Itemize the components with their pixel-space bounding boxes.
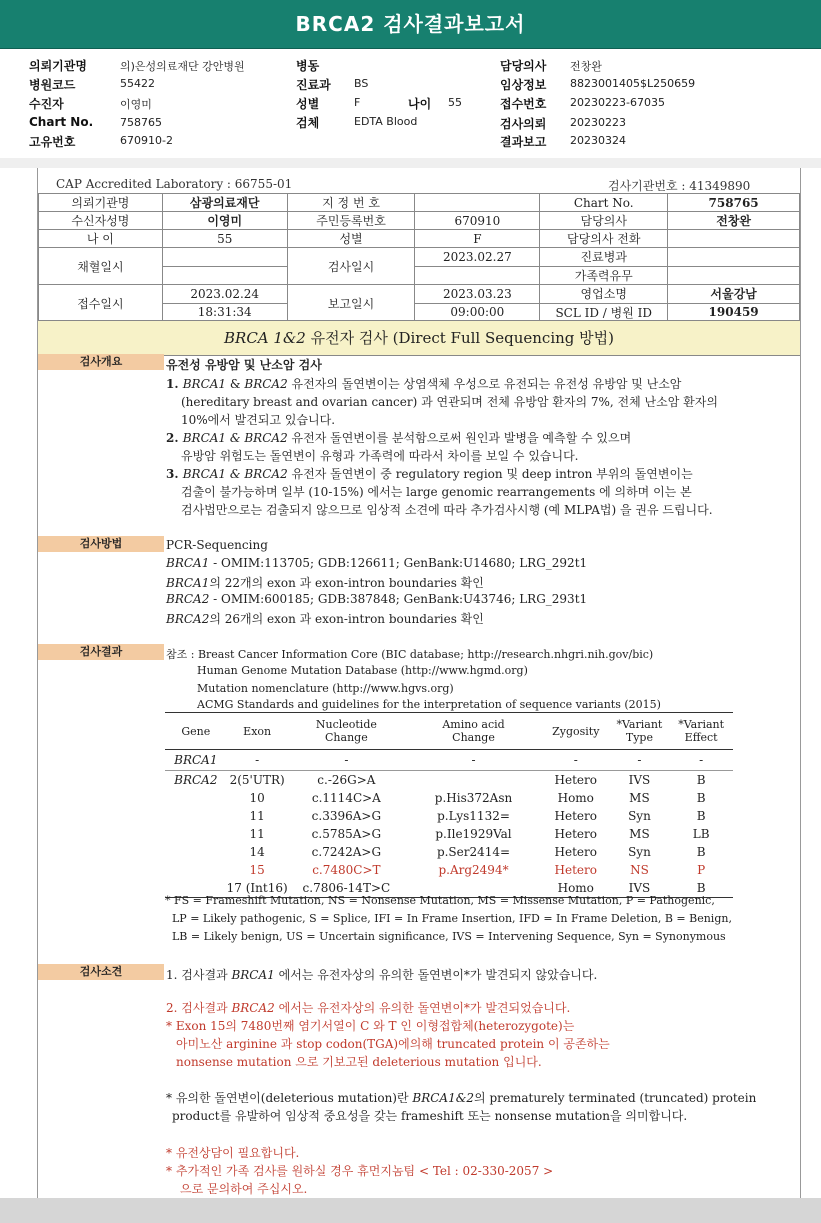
clinical-label: 임상정보 bbox=[500, 78, 547, 92]
header-zygosity: Zygosity bbox=[552, 724, 600, 738]
mutation-cell-nuc: - bbox=[288, 750, 405, 771]
info-cell: 전창완 bbox=[668, 212, 800, 230]
cap-accreditation: CAP Accredited Laboratory : 66755-01 bbox=[56, 177, 293, 191]
report-date-label: 결과보고 bbox=[500, 135, 547, 149]
clinical-value: 8823001405$L250659 bbox=[570, 77, 696, 90]
patient-info-table bbox=[38, 193, 800, 322]
test-name-band bbox=[38, 320, 800, 356]
method-line bbox=[166, 592, 587, 606]
mutation-cell-nuc: c.7242A>G bbox=[311, 845, 382, 859]
table-row bbox=[165, 843, 733, 861]
info-cell: 수신자성명 bbox=[39, 212, 163, 230]
sex-label: 성별 bbox=[296, 97, 320, 111]
gene-name: BRCA1 bbox=[166, 556, 210, 570]
text: 의 22개의 exon 과 exon-intron boundaries 확인 bbox=[209, 576, 484, 590]
sex-value: F bbox=[354, 96, 361, 109]
gene-name: BRCA1 bbox=[231, 968, 275, 982]
mutation-cell-nuc: c.3396A>G bbox=[311, 809, 382, 823]
gene-name: BRCA1 bbox=[182, 377, 227, 391]
header-line: Change bbox=[452, 731, 495, 744]
info-cell: SCL ID / 병원 ID bbox=[540, 303, 668, 322]
recipient-value: 이영미 bbox=[120, 98, 152, 111]
mutation-cell-gene bbox=[165, 789, 227, 807]
mutation-cell-gene bbox=[165, 825, 227, 843]
table-row bbox=[165, 861, 733, 879]
header-line: Nucleotide bbox=[315, 718, 377, 731]
header-amino bbox=[405, 713, 542, 750]
gene-name: BRCA2 bbox=[244, 377, 288, 391]
legend-line: LP = Likely pathogenic, S = Splice, IFI = In Frame Insertion, IFD = In Frame Deletion, B = Benign, bbox=[172, 912, 732, 925]
table-row bbox=[165, 750, 733, 771]
patient-header bbox=[0, 48, 821, 156]
finding-line: 으로 문의하여 주십시오. bbox=[180, 1182, 308, 1196]
table-row bbox=[165, 771, 733, 790]
mutation-cell-zyg: Hetero bbox=[554, 863, 597, 877]
gene-name: BRCA2 bbox=[166, 592, 210, 606]
mutation-cell-aa: p.His372Asn bbox=[434, 791, 513, 805]
request-value: 20230223 bbox=[570, 116, 626, 129]
chart-no-value: 758765 bbox=[120, 116, 162, 129]
mutation-cell-zyg: Hetero bbox=[554, 827, 597, 841]
mutation-cell-exon: 14 bbox=[249, 845, 265, 859]
text: - OMIM:113705; GDB:126611; GenBank:U14680; LRG_292t1 bbox=[209, 556, 588, 570]
info-cell: 55 bbox=[162, 230, 287, 248]
text: 2. 검사결과 bbox=[166, 1001, 232, 1015]
legend-line: * FS = Frameshift Mutation, NS = Nonsense Mutation, MS = Missense Mutation, P = Pathogenic, bbox=[165, 894, 715, 907]
chart-no-label: Chart No. bbox=[29, 115, 94, 129]
mutation-cell-exon: 17 (Int16) bbox=[226, 881, 288, 895]
age-label: 나이 bbox=[408, 97, 432, 111]
finding-tag: 검사소견 bbox=[38, 964, 164, 980]
gene-name: BRCA1 bbox=[166, 576, 210, 590]
mutation-rows bbox=[165, 750, 733, 898]
item-number: 2. bbox=[166, 431, 183, 445]
overview-item-3 bbox=[166, 465, 693, 482]
institution-label: 의뢰기관명 bbox=[29, 59, 87, 73]
info-cell: 나 이 bbox=[39, 230, 163, 248]
table-row bbox=[165, 789, 733, 807]
info-cell: 가족력유무 bbox=[540, 266, 668, 285]
table-row bbox=[165, 825, 733, 843]
info-cell: 영업소명 bbox=[540, 285, 668, 304]
mutation-cell-zyg: Hetero bbox=[554, 809, 597, 823]
info-cell: 2023.03.23 bbox=[415, 285, 540, 304]
request-label: 검사의뢰 bbox=[500, 117, 547, 131]
recipient-label: 수진자 bbox=[29, 97, 64, 111]
mutation-cell-zyg: Hetero bbox=[554, 845, 597, 859]
receipt-no-label: 접수번호 bbox=[500, 97, 547, 111]
mutation-cell-exon: 11 bbox=[249, 827, 265, 841]
mutation-cell-type: Syn bbox=[628, 845, 651, 859]
mutation-cell-effect: P bbox=[697, 863, 706, 877]
lab-number: 검사기관번호 : 41349890 bbox=[608, 179, 751, 193]
mutation-cell-aa: p.Ser2414= bbox=[436, 845, 511, 859]
overview-title: 유전성 유방암 및 난소암 검사 bbox=[166, 358, 322, 372]
reference-line: Human Genome Mutation Database (http://www.hgmd.org) bbox=[197, 664, 528, 677]
mutation-cell-aa: p.Arg2494* bbox=[438, 863, 509, 877]
method-line bbox=[166, 574, 484, 591]
finding-line: product를 유발하여 임상적 중요성을 갖는 frameshift 또는 nonsense mutation을 의미합니다. bbox=[172, 1109, 688, 1123]
mutation-cell-exon: 11 bbox=[249, 809, 265, 823]
specimen-label: 검체 bbox=[296, 116, 320, 130]
band-gene: BRCA 1&2 bbox=[224, 329, 306, 347]
text: 유전자의 돌연변이는 상염색체 우성으로 유전되는 유전성 유방암 및 난소암 bbox=[287, 377, 682, 391]
method-line bbox=[166, 610, 484, 627]
info-cell: 검사일시 bbox=[287, 248, 415, 285]
overview-item-1 bbox=[166, 375, 681, 392]
mutation-cell-type: MS bbox=[629, 827, 650, 841]
info-cell: 담당의사 bbox=[540, 212, 668, 230]
mutation-cell-gene: BRCA1 bbox=[165, 750, 227, 771]
mutation-cell-exon: 2(5'UTR) bbox=[229, 773, 285, 787]
info-cell: 보고일시 bbox=[287, 285, 415, 322]
reference-line: ACMG Standards and guidelines for the interpretation of sequence variants (2015) bbox=[197, 698, 661, 711]
text: 유전자 돌연변이 중 regulatory region 및 deep intron 부위의 돌연변이는 bbox=[287, 467, 693, 481]
institution-value: 의)은성의료재단 강안병원 bbox=[120, 60, 245, 73]
finding-line: 아미노산 arginine 과 stop codon(TGA)에의해 truncated protein 이 공존하는 bbox=[176, 1037, 610, 1051]
mutation-cell-zyg: Hetero bbox=[554, 773, 597, 787]
overview-line: 검출이 불가능하며 일부 (10-15%) 에서는 large genomic rearrangements 에 의하며 이는 본 bbox=[181, 485, 692, 499]
mutation-cell-nuc: c.7806-14T>C bbox=[302, 881, 391, 895]
mutation-cell-gene bbox=[165, 843, 227, 861]
mutation-cell-type: IVS bbox=[628, 773, 651, 787]
dept-label: 진료과 bbox=[296, 78, 331, 92]
mutation-cell-type: IVS bbox=[628, 881, 651, 895]
mutation-cell-zyg: - bbox=[542, 750, 610, 771]
header-line: Change bbox=[325, 731, 368, 744]
reference-line: Mutation nomenclature (http://www.hgvs.org) bbox=[197, 682, 454, 695]
info-cell: Chart No. bbox=[540, 194, 668, 212]
result-tag: 검사결과 bbox=[38, 644, 164, 660]
text: - OMIM:600185; GDB:387848; GenBank:U43746; LRG_293t1 bbox=[209, 592, 588, 606]
unique-no-value: 670910-2 bbox=[120, 134, 173, 147]
mutation-cell-effect: B bbox=[696, 881, 706, 895]
method-line bbox=[166, 556, 587, 570]
info-cell bbox=[415, 266, 540, 285]
overview-tag: 검사개요 bbox=[38, 354, 164, 370]
mutation-cell-gene bbox=[165, 861, 227, 879]
info-cell: 의뢰기관명 bbox=[39, 194, 163, 212]
header-line: Type bbox=[625, 731, 653, 744]
specimen-value: EDTA Blood bbox=[354, 115, 418, 128]
info-row bbox=[39, 212, 800, 230]
header-nucleotide bbox=[288, 713, 405, 750]
header-line: Effect bbox=[684, 731, 718, 744]
gene-name: BRCA2 bbox=[166, 612, 210, 626]
mutation-cell-zyg: Homo bbox=[557, 791, 594, 805]
mutation-cell-effect: B bbox=[696, 791, 706, 805]
ward-label: 병동 bbox=[296, 59, 320, 73]
mutation-cell-exon: - bbox=[227, 750, 288, 771]
mutation-cell-aa bbox=[405, 771, 542, 790]
info-cell: 주민등록번호 bbox=[287, 212, 415, 230]
mutation-cell-effect: B bbox=[696, 773, 706, 787]
mutation-cell-aa: p.Ile1929Val bbox=[435, 827, 512, 841]
mutation-cell-effect: LB bbox=[692, 827, 710, 841]
header-gene: Gene bbox=[181, 724, 211, 738]
info-row bbox=[39, 248, 800, 267]
info-cell: 채혈일시 bbox=[39, 248, 163, 285]
text: 1. 검사결과 bbox=[166, 968, 232, 982]
info-cell bbox=[668, 266, 800, 285]
footer-strip bbox=[0, 1198, 821, 1223]
mutation-cell-type: MS bbox=[629, 791, 650, 805]
finding-line-2 bbox=[166, 999, 570, 1016]
header-line: *Variant bbox=[616, 718, 663, 731]
overview-line: 검사법만으로는 검출되지 않으므로 임상적 소견에 따라 추가검사시행 (예 MLPA법) 을 권유 드립니다. bbox=[181, 503, 713, 517]
info-cell bbox=[668, 230, 800, 248]
mutation-cell-aa: - bbox=[405, 750, 542, 771]
finding-line: * 유전상담이 필요합니다. bbox=[166, 1146, 300, 1160]
doctor-value: 전창완 bbox=[570, 60, 602, 73]
item-number: 1. bbox=[166, 377, 183, 391]
info-cell bbox=[162, 266, 287, 285]
mutation-cell-type: NS bbox=[630, 863, 649, 877]
mutation-cell-nuc: c.-26G>A bbox=[317, 773, 376, 787]
text: 에서는 유전자상의 유의한 돌연변이*가 발견되지 않았습니다. bbox=[274, 968, 598, 982]
unique-no-label: 고유번호 bbox=[29, 135, 76, 149]
hospital-code-label: 병원코드 bbox=[29, 78, 76, 92]
info-cell: 담당의사 전화 bbox=[540, 230, 668, 248]
overview-line: 유방암 위험도는 돌연변이 유형과 가족력에 따라서 차이를 보일 수 있습니다. bbox=[181, 449, 579, 463]
text: * 유의한 돌연변이(deleterious mutation)란 bbox=[166, 1091, 413, 1105]
info-cell: 접수일시 bbox=[39, 285, 163, 322]
method-line: PCR-Sequencing bbox=[166, 538, 268, 552]
doctor-label: 담당의사 bbox=[500, 59, 547, 73]
overview-line: (hereditary breast and ovarian cancer) 과 연관되며 전체 유방암 환자의 7%, 전체 난소암 환자의 bbox=[181, 395, 718, 409]
dept-value: BS bbox=[354, 77, 369, 90]
mutation-cell-nuc: c.1114C>A bbox=[311, 791, 381, 805]
header-exon: Exon bbox=[243, 724, 272, 738]
gene-name: BRCA1 & BRCA2 bbox=[182, 467, 288, 481]
report-date-value: 20230324 bbox=[570, 134, 626, 147]
info-row bbox=[39, 230, 800, 248]
mutation-table bbox=[165, 712, 733, 898]
hospital-code-value: 55422 bbox=[120, 77, 155, 90]
header-line: Amino acid bbox=[442, 718, 505, 731]
info-row bbox=[39, 194, 800, 212]
mutation-cell-effect: - bbox=[669, 750, 733, 771]
table-row bbox=[165, 807, 733, 825]
mutation-cell-effect: B bbox=[696, 845, 706, 859]
text: 유전자 돌연변이를 분석함으로써 원인과 발병을 예측할 수 있으며 bbox=[287, 431, 632, 445]
mutation-cell-gene bbox=[165, 807, 227, 825]
mutation-cell-type: Syn bbox=[628, 809, 651, 823]
info-cell bbox=[668, 248, 800, 267]
info-cell bbox=[162, 248, 287, 267]
text: 의 prematurely terminated (truncated) protein bbox=[474, 1091, 757, 1105]
gene-name: BRCA2 bbox=[231, 1001, 275, 1015]
overview-line: 10%에서 발견되고 있습니다. bbox=[181, 413, 336, 427]
info-cell bbox=[415, 194, 540, 212]
gene-name: BRCA1&2 bbox=[412, 1091, 475, 1105]
finding-line: * 추가적인 가족 검사를 원하실 경우 휴먼지놈팀 < Tel : 02-330-2057 > bbox=[166, 1164, 554, 1178]
mutation-cell-exon: 10 bbox=[249, 791, 265, 805]
info-cell: 09:00:00 bbox=[415, 303, 540, 322]
band-title: 유전자 검사 (Direct Full Sequencing 방법) bbox=[305, 329, 614, 347]
header-variant-type bbox=[610, 713, 670, 750]
legend-line: LB = Likely benign, US = Uncertain significance, IVS = Intervening Sequence, Syn = Synonymous bbox=[172, 930, 726, 943]
header-line: *Variant bbox=[678, 718, 725, 731]
info-cell: 삼광의료재단 bbox=[162, 194, 287, 212]
header-variant-effect bbox=[669, 713, 733, 750]
mutation-cell-nuc: c.5785A>G bbox=[311, 827, 382, 841]
info-cell: 지 정 번 호 bbox=[287, 194, 415, 212]
info-cell: 2023.02.24 bbox=[162, 285, 287, 304]
reference-line: 참조 : Breast Cancer Information Core (BIC database; http://research.nhgri.nih.gov/bic) bbox=[166, 648, 654, 661]
finding-line-1 bbox=[166, 966, 597, 983]
mutation-cell-nuc: c.7480C>T bbox=[312, 863, 381, 877]
receipt-no-value: 20230223-67035 bbox=[570, 96, 665, 109]
report-title: BRCA2 검사결과보고서 bbox=[0, 0, 821, 49]
info-cell: 758765 bbox=[668, 194, 800, 212]
finding-line: nonsense mutation 으로 기보고된 deleterious mutation 입니다. bbox=[176, 1055, 542, 1069]
mutation-cell-exon: 15 bbox=[249, 863, 265, 877]
text: 의 26개의 exon 과 exon-intron boundaries 확인 bbox=[209, 612, 484, 626]
info-cell: 진료병과 bbox=[540, 248, 668, 267]
report-page bbox=[37, 168, 801, 1198]
mutation-cell-effect: B bbox=[696, 809, 706, 823]
info-cell: 2023.02.27 bbox=[415, 248, 540, 267]
info-cell: F bbox=[415, 230, 540, 248]
mutation-cell-aa: p.Lys1132= bbox=[437, 809, 510, 823]
info-cell: 18:31:34 bbox=[162, 303, 287, 322]
info-cell: 190459 bbox=[668, 303, 800, 322]
info-row bbox=[39, 285, 800, 304]
method-tag: 검사방법 bbox=[38, 536, 164, 552]
finding-line: * Exon 15의 7480번째 염기서열이 C 와 T 인 이형접합체(heterozygote)는 bbox=[166, 1019, 575, 1033]
mutation-cell-gene: BRCA2 bbox=[174, 773, 218, 787]
finding-line bbox=[166, 1089, 756, 1106]
text: & bbox=[226, 377, 245, 391]
age-value: 55 bbox=[448, 96, 462, 109]
mutation-cell-type: - bbox=[610, 750, 670, 771]
mutation-header-row bbox=[165, 713, 733, 750]
mutation-cell-zyg: Homo bbox=[557, 881, 594, 895]
gene-name: BRCA1 & BRCA2 bbox=[182, 431, 288, 445]
info-cell: 성별 bbox=[287, 230, 415, 248]
item-number: 3. bbox=[166, 467, 183, 481]
info-cell: 670910 bbox=[415, 212, 540, 230]
info-cell: 이영미 bbox=[162, 212, 287, 230]
info-cell: 서울강남 bbox=[668, 285, 800, 304]
overview-item-2 bbox=[166, 429, 631, 446]
text: 에서는 유전자상의 유의한 돌연변이*가 발견되었습니다. bbox=[274, 1001, 571, 1015]
separator bbox=[0, 158, 821, 168]
